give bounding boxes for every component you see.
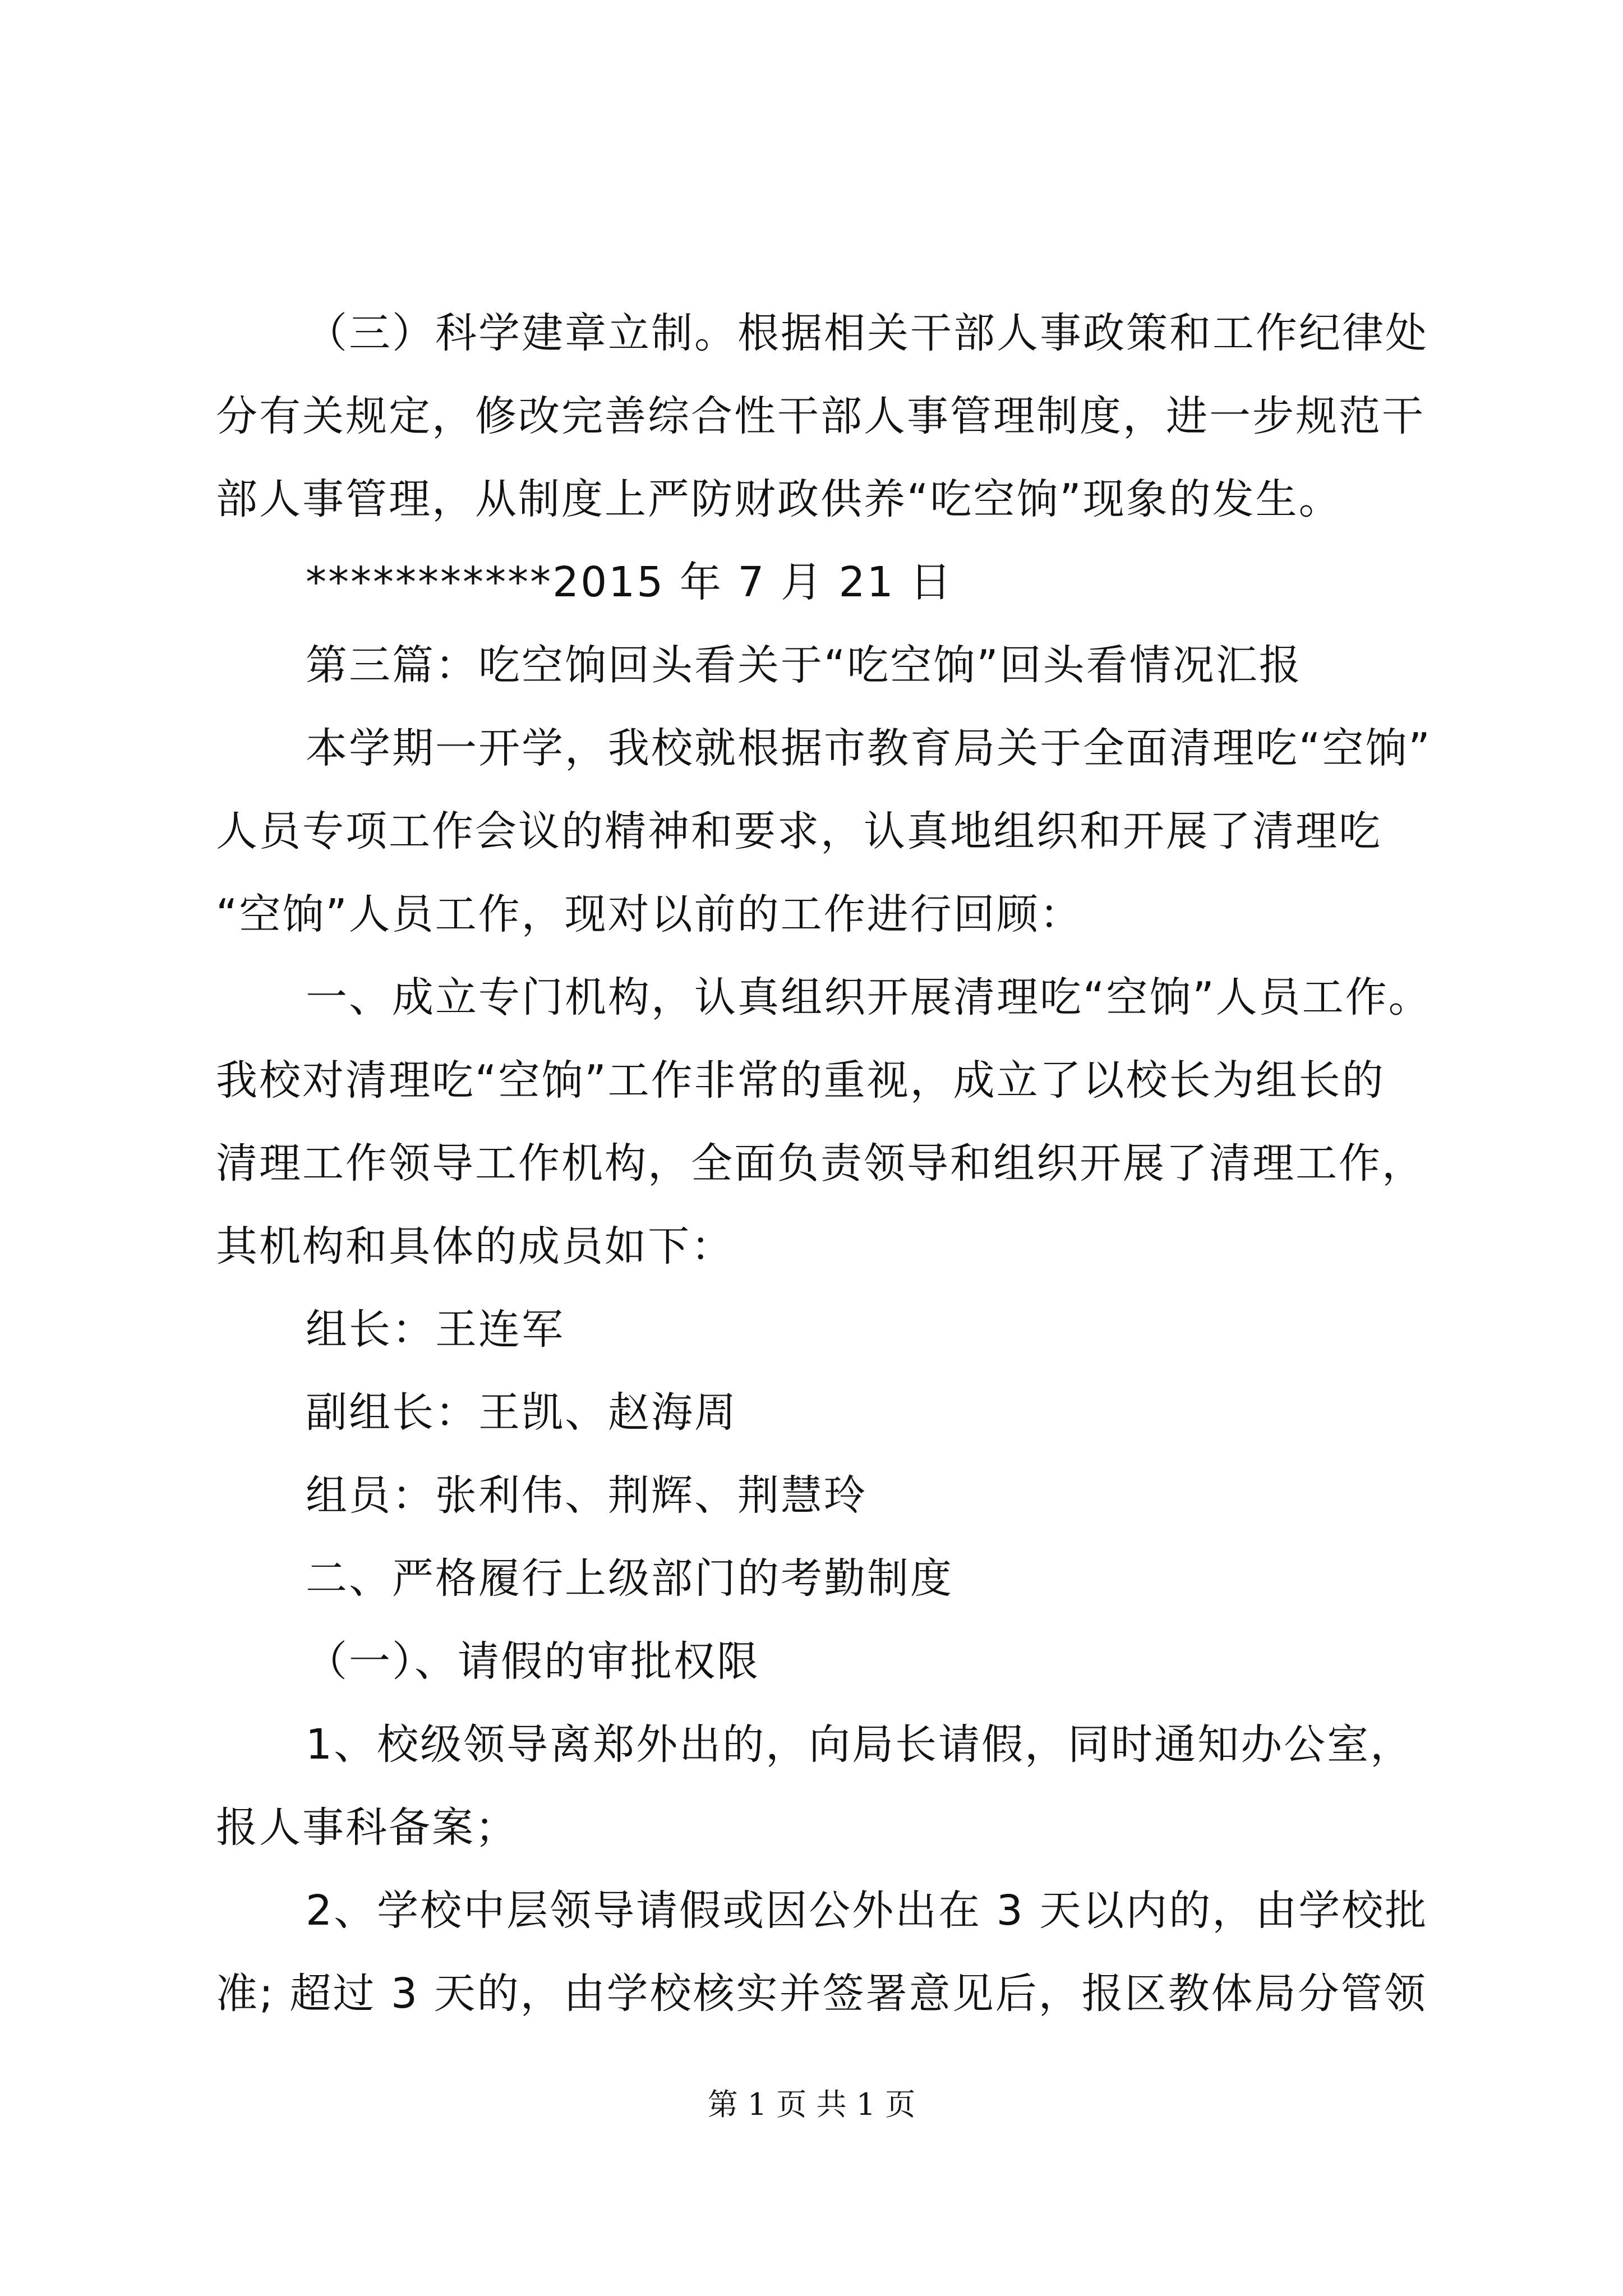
text-line: 本学期一开学，我校就根据市教育局关于全面清理吃“空饷” — [306, 724, 1432, 772]
text-line: 报人事科备案； — [216, 1803, 518, 1852]
text-line: ***********2015 年 7 月 21 日 — [306, 558, 953, 606]
text-line: 其机构和具体的成员如下： — [216, 1222, 734, 1271]
text-line: 副组长：王凯、赵海周 — [306, 1388, 737, 1437]
text-line: 组长：王连军 — [306, 1305, 565, 1354]
text-line: 第三篇：吃空饷回头看关于“吃空饷”回头看情况汇报 — [306, 641, 1302, 689]
page-footer: 第 1 页 共 1 页 — [707, 2087, 916, 2122]
text-line: “空饷”人员工作，现对以前的工作进行回顾： — [216, 890, 1083, 938]
text-line: 我校对清理吃“空饷”工作非常的重视，成立了以校长为组长的 — [216, 1056, 1385, 1105]
text-line: 1、校级领导离郑外出的，向局长请假，同时通知办公室， — [306, 1720, 1414, 1769]
text-line: 一、成立专门机构，认真组织开展清理吃“空饷”人员工作。 — [306, 973, 1432, 1022]
text-line: 组员：张利伟、荆辉、荆慧玲 — [306, 1471, 867, 1520]
text-line: 准; 超过 3 天的，由学校核实并签署意见后，报区教体局分管领 — [216, 1970, 1427, 2018]
text-line: 部人事管理，从制度上严防财政供养“吃空饷”现象的发生。 — [216, 475, 1342, 523]
text-line: 二、严格履行上级部门的考勤制度 — [306, 1554, 953, 1603]
text-line: （一）、请假的审批权限 — [306, 1637, 760, 1686]
document-body — [216, 292, 1433, 2035]
text-line: （三）科学建章立制。根据相关干部人事政策和工作纪律处 — [306, 309, 1428, 357]
text-line: 2、学校中层领导请假或因公外出在 3 天以内的，由学校批 — [306, 1887, 1428, 1935]
text-line: 分有关规定，修改完善综合性干部人事管理制度，进一步规范干 — [216, 392, 1425, 440]
text-line: 清理工作领导工作机构，全面负责领导和组织开展了清理工作， — [216, 1139, 1425, 1188]
text-line: 人员专项工作会议的精神和要求，认真地组织和开展了清理吃 — [216, 807, 1382, 855]
